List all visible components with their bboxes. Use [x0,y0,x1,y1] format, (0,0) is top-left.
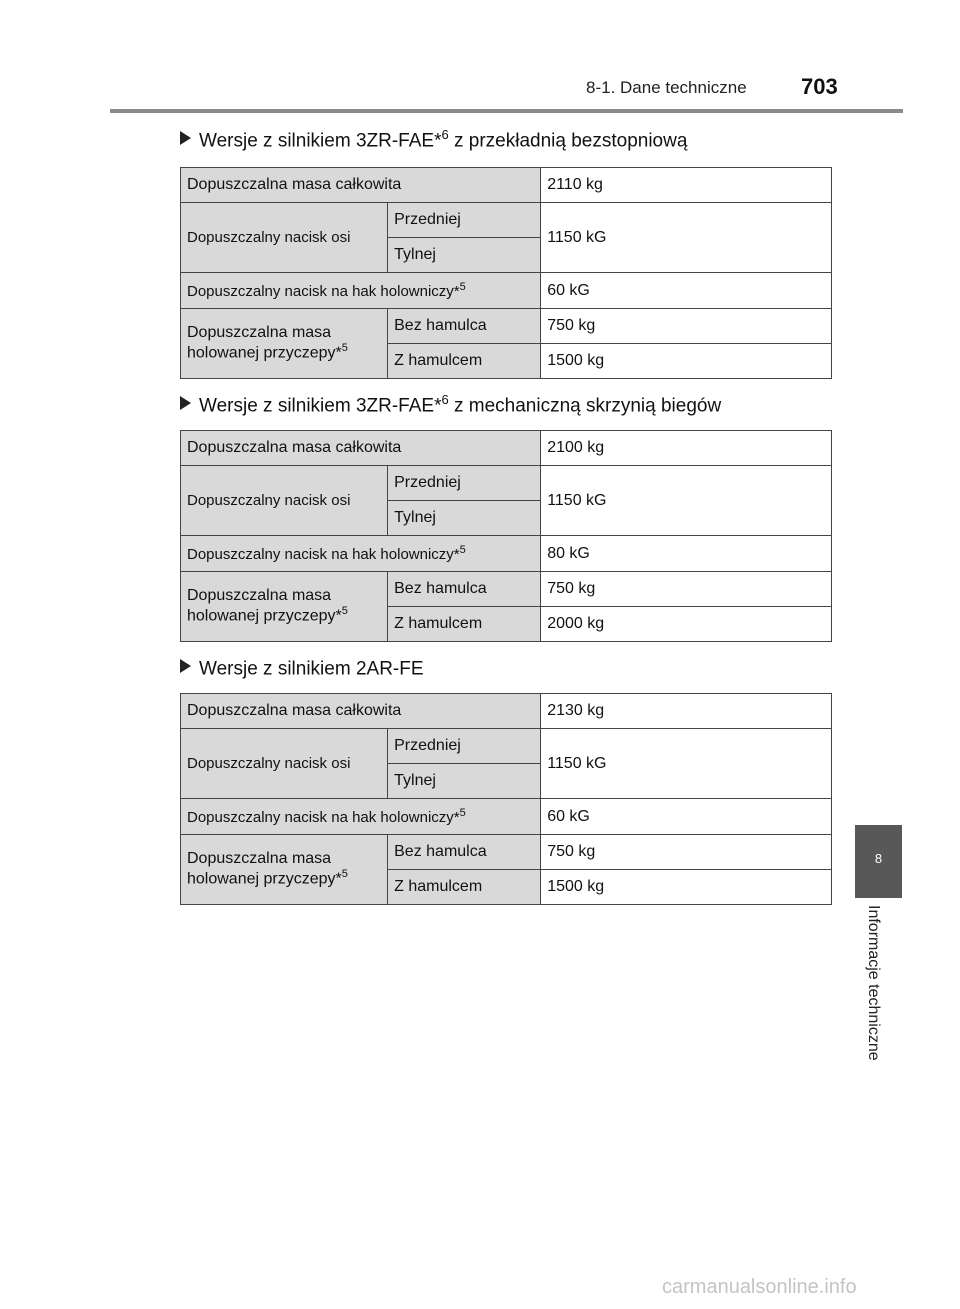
arrow-icon [180,131,191,145]
total-mass-value: 2130 kg [541,694,832,729]
chapter-tab-number: 8 [874,851,883,866]
hitch-load-label: Dopuszczalny nacisk na hak holowniczy*$^5$ [181,799,541,835]
front-axle-label: Przedniej [388,729,541,764]
with-brake-value: 2000 kg [541,607,832,642]
spec-table [180,167,832,379]
total-mass-label: Dopuszczalna masa całkowita [181,168,541,203]
section-title: Wersje z silnikiem 2AR-FE [180,655,424,680]
rear-axle-label: Tylnej [388,238,541,273]
spec-table [180,693,832,905]
hitch-load-value: 60 kG [541,273,832,309]
no-brake-value: 750 kg [541,309,832,344]
section-title: Wersje z silnikiem 3ZR-FAE*$^6$ z mechaniczną skrzynią biegów [180,392,721,417]
spec-table [180,430,832,642]
hitch-load-value: 60 kG [541,799,832,835]
rear-axle-label: Tylnej [388,501,541,536]
hitch-load-value: 80 kG [541,536,832,572]
chapter-tab [855,825,902,898]
total-mass-value: 2100 kg [541,431,832,466]
page-header-section: 8-1. Dane techniczne [586,78,747,97]
trailer-mass-label: Dopuszczalna masa holowanej przyczepy*$^5$ [181,309,388,379]
total-mass-value: 2110 kg [541,168,832,203]
no-brake-label: Bez hamulca [388,309,541,344]
no-brake-value: 750 kg [541,835,832,870]
with-brake-value: 1500 kg [541,870,832,905]
no-brake-value: 750 kg [541,572,832,607]
rear-axle-label: Tylnej [388,764,541,799]
axle-load-label: Dopuszczalny nacisk osi [181,466,388,536]
arrow-icon [180,396,191,410]
hitch-load-label: Dopuszczalny nacisk na hak holowniczy*$^5$ [181,273,541,309]
trailer-mass-label: Dopuszczalna masa holowanej przyczepy*$^5$ [181,572,388,642]
page-number: 703 [801,74,838,99]
with-brake-label: Z hamulcem [388,344,541,379]
no-brake-label: Bez hamulca [388,835,541,870]
axle-load-value: 1150 kG [541,203,832,273]
with-brake-label: Z hamulcem [388,870,541,905]
total-mass-label: Dopuszczalna masa całkowita [181,694,541,729]
axle-load-label: Dopuszczalny nacisk osi [181,729,388,799]
axle-load-value: 1150 kG [541,466,832,536]
chapter-tab-label: Informacje techniczne [865,905,882,1061]
with-brake-label: Z hamulcem [388,607,541,642]
axle-load-label: Dopuszczalny nacisk osi [181,203,388,273]
front-axle-label: Przedniej [388,203,541,238]
with-brake-value: 1500 kg [541,344,832,379]
axle-load-value: 1150 kG [541,729,832,799]
hitch-load-label: Dopuszczalny nacisk na hak holowniczy*$^5$ [181,536,541,572]
total-mass-label: Dopuszczalna masa całkowita [181,431,541,466]
no-brake-label: Bez hamulca [388,572,541,607]
watermark: carmanualsonline.info [662,1276,857,1298]
trailer-mass-label: Dopuszczalna masa holowanej przyczepy*$^5$ [181,835,388,905]
front-axle-label: Przedniej [388,466,541,501]
header-rule [110,109,903,113]
section-title: Wersje z silnikiem 3ZR-FAE*$^6$ z przekładnią bezstopniową [180,127,687,152]
arrow-icon [180,659,191,673]
